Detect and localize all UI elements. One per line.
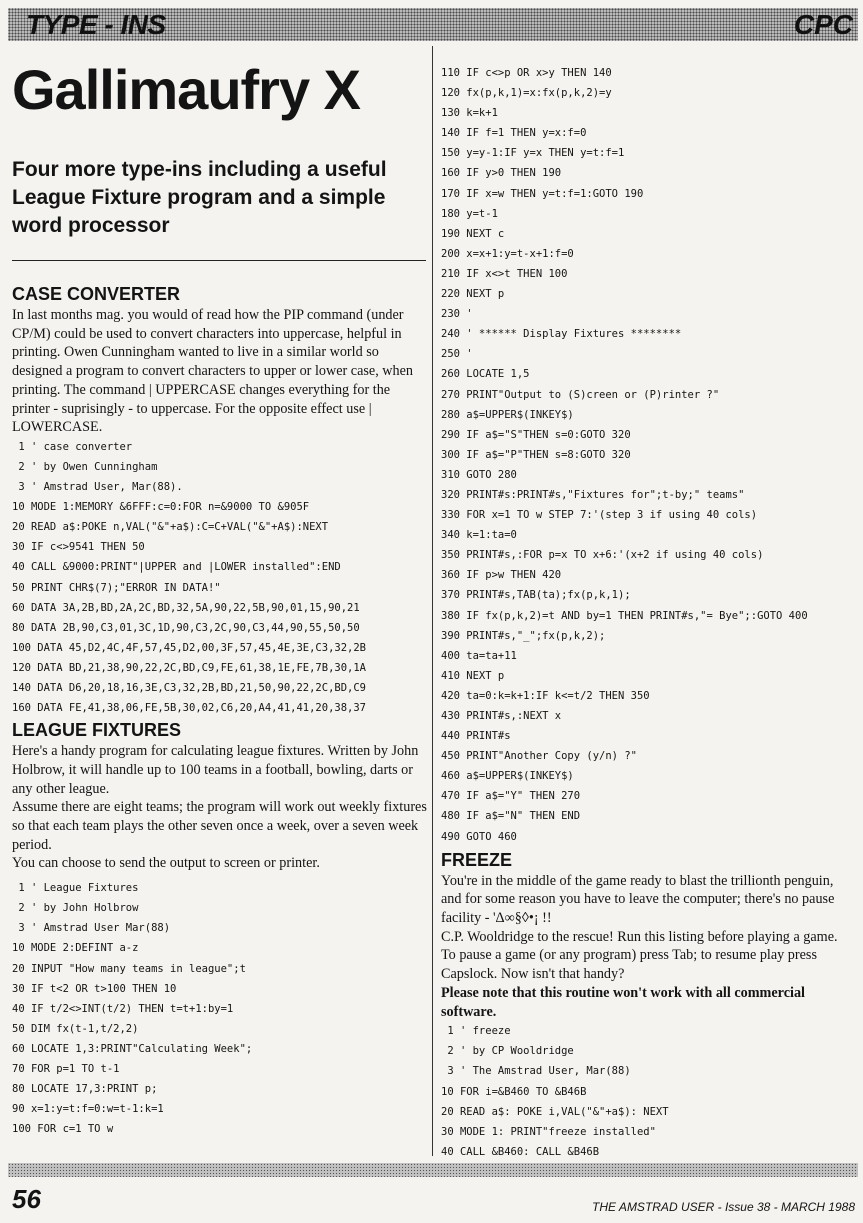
league-fixtures-para-3: You can choose to send the output to screen or printer. [12,855,320,872]
code-line: 100 FOR c=1 TO w [12,1123,114,1136]
code-line: 40 CALL &B460: CALL &B46B [441,1145,600,1158]
code-line: 450 PRINT"Another Copy (y/n) ?" [441,750,637,763]
title-rule [12,260,426,261]
code-line: 110 IF c<>p OR x>y THEN 140 [441,67,612,79]
code-line: 340 k=1:ta=0 [441,529,517,542]
code-line: 30 MODE 1: PRINT"freeze installed" [441,1125,656,1138]
code-line: 160 IF y>0 THEN 190 [441,167,562,180]
code-line: 80 LOCATE 17,3:PRINT p; [12,1083,158,1096]
column-divider [432,46,433,1156]
left-column [12,282,430,1139]
code-line: 430 PRINT#s,:NEXT x [441,710,562,722]
code-line: 80 DATA 2B,90,C3,01,3C,1D,90,C3,2C,90,C3,44,90,55,50,50 [12,621,360,634]
code-line: 10 MODE 2:DEFINT a-z [12,942,139,955]
code-line: 370 PRINT#s,TAB(ta);fx(p,k,1); [441,589,631,602]
code-line: 490 GOTO 460 [441,830,517,843]
code-line: 420 ta=0:k=k+1:IF k<=t/2 THEN 350 [441,689,650,702]
code-line: 150 y=y-1:IF y=x THEN y=t:f=1 [441,147,625,160]
code-line: 260 LOCATE 1,5 [441,368,530,381]
code-line: 20 READ a$: POKE i,VAL("&"+a$): NEXT [441,1105,669,1118]
freeze-heading: FREEZE [441,849,513,870]
code-line: 480 IF a$="N" THEN END [441,810,581,823]
code-line: 3 ' Amstrad User, Mar(88). [12,481,183,494]
code-line: 90 x=1:y=t:f=0:w=t-1:k=1 [12,1103,164,1116]
code-line: 210 IF x<>t THEN 100 [441,267,568,280]
league-fixtures-heading: LEAGUE FIXTURES [12,720,182,741]
freeze-para-2: C.P. Wooldridge to the rescue! Run this listing before playing a game. To pause a game (or any program) press Tab; to resume play press Capslock. Now isn't that handy? [441,928,838,983]
code-line: 250 ' [441,348,473,361]
code-line: 2 ' by Owen Cunningham [12,461,158,474]
article-subtitle: Four more type-ins including a useful League Fixture program and a simple word processor [12,158,387,237]
code-line: 380 IF fx(p,k,2)=t AND by=1 THEN PRINT#s,"= Bye";:GOTO 400 [441,609,808,622]
code-line: 60 LOCATE 1,3:PRINT"Calculating Week"; [12,1042,253,1055]
freeze-note: Please note that this routine won't work with all commercial software. [441,984,805,1020]
freeze-para-1: You're in the middle of the game ready to blast the trillionth penguin, and for some reason you have to leave the computer; there's no pause facility - 'Δ∞§◊•¡ !! [441,872,835,927]
code-line: 320 PRINT#s:PRINT#s,"Fixtures for";t-by;" teams" [441,488,745,501]
code-line: 3 ' Amstrad User Mar(88) [12,922,171,935]
league-fixtures-code-right [441,63,855,847]
platform-label: CPC [793,9,853,40]
code-line: 130 k=k+1 [441,107,498,120]
code-line: 3 ' The Amstrad User, Mar(88) [441,1065,631,1078]
code-line: 360 IF p>w THEN 420 [441,569,562,582]
code-line: 290 IF a$="S"THEN s=0:GOTO 320 [441,428,631,441]
league-fixtures-para-1: Here's a handy program for calculating league fixtures. Written by John Holbrow, it will handle up to 100 teams in a football, bowling, darts or any other league. [12,743,419,797]
case-converter-body: In last months mag. you would of read how the PIP command (under CP/M) could be used to convert characters into uppercase, helpful in printing. Owen Cunningham wanted to live in a similar world so designed a program to convert characters to upper or lower case, when printing. The command | UPPERCASE changes everything for the printer - suprisingly - to uppercase. For the opposite effect use | LOWERCASE. [12,307,414,436]
code-line: 1 ' freeze [441,1025,511,1038]
code-line: 40 IF t/2<>INT(t/2) THEN t=t+1:by=1 [12,1002,234,1015]
code-line: 120 fx(p,k,1)=x:fx(p,k,2)=y [441,87,612,100]
freeze-code [441,1021,855,1162]
code-line: 230 ' [441,308,473,321]
league-fixtures-code-left [12,878,430,1139]
code-line: 2 ' by John Holbrow [12,902,139,915]
code-line: 140 DATA D6,20,18,16,3E,C3,32,2B,BD,21,50,90,22,2C,BD,C9 [12,682,367,695]
code-line: 350 PRINT#s,:FOR p=x TO x+6:'(x+2 if using 40 cols) [441,549,764,562]
code-line: 200 x=x+1:y=t-x+1:f=0 [441,247,574,260]
section-label: TYPE - INS [26,9,166,40]
code-line: 470 IF a$="Y" THEN 270 [441,790,581,803]
code-line: 180 y=t-1 [441,207,498,220]
code-line: 460 a$=UPPER$(INKEY$) [441,770,574,783]
code-line: 280 a$=UPPER$(INKEY$) [441,408,574,421]
case-converter-heading: CASE CONVERTER [12,284,181,304]
code-line: 270 PRINT"Output to (S)creen or (P)rinter ?" [441,388,720,401]
code-line: 120 DATA BD,21,38,90,22,2C,BD,C9,FE,61,38,1E,FE,7B,30,1A [12,661,367,674]
page-number: 56 [12,1184,41,1214]
code-line: 20 READ a$:POKE n,VAL("&"+a$):C=C+VAL("&"+A$):NEXT [12,521,329,534]
code-line: 330 FOR x=1 TO w STEP 7:'(step 3 if using 40 cols) [441,509,758,522]
right-column [441,63,855,1162]
code-line: 100 DATA 45,D2,4C,4F,57,45,D2,00,3F,57,45,4E,3E,C3,32,2B [12,641,367,654]
code-line: 60 DATA 3A,2B,BD,2A,2C,BD,32,5A,90,22,5B,90,01,15,90,21 [12,601,360,614]
code-line: 50 DIM fx(t-1,t/2,2) [12,1022,139,1035]
code-line: 20 INPUT "How many teams in league";t [12,962,246,975]
code-line: 10 MODE 1:MEMORY &6FFF:c=0:FOR n=&9000 TO &905F [12,501,310,514]
code-line: 220 NEXT p [441,288,505,301]
code-line: 50 PRINT CHR$(7);"ERROR IN DATA!" [12,581,221,594]
code-line: 410 NEXT p [441,669,505,682]
code-line: 140 IF f=1 THEN y=x:f=0 [441,127,587,140]
code-line: 170 IF x=w THEN y=t:f=1:GOTO 190 [441,187,644,200]
code-line: 440 PRINT#s [441,730,511,743]
code-line: 310 GOTO 280 [441,468,517,481]
code-line: 40 CALL &9000:PRINT"|UPPER and |LOWER installed":END [12,561,341,574]
code-line: 1 ' case converter [12,440,133,453]
league-fixtures-para-2: Assume there are eight teams; the program will work out weekly fixtures so that each team plays the other seven once a week, over a seven week period. [12,799,427,853]
case-converter-code [12,437,430,718]
article-title: Gallimaufry X [12,58,361,121]
code-line: 190 NEXT c [441,227,505,240]
code-line: 400 ta=ta+11 [441,649,517,662]
code-line: 1 ' League Fixtures [12,882,139,895]
footer-bar [8,1163,858,1177]
code-line: 30 IF c<>9541 THEN 50 [12,541,145,554]
code-line: 240 ' ****** Display Fixtures ******** [441,328,682,341]
code-line: 300 IF a$="P"THEN s=8:GOTO 320 [441,448,631,461]
code-line: 390 PRINT#s,"_";fx(p,k,2); [441,629,606,642]
publication-footer: THE AMSTRAD USER - Issue 38 - MARCH 1988 [592,1200,855,1214]
code-line: 160 DATA FE,41,38,06,FE,5B,30,02,C6,20,A4,41,41,20,38,37 [12,702,367,715]
code-line: 70 FOR p=1 TO t-1 [12,1063,120,1075]
code-line: 2 ' by CP Wooldridge [441,1045,574,1058]
code-line: 10 FOR i=&B460 TO &B46B [441,1085,587,1098]
code-line: 30 IF t<2 OR t>100 THEN 10 [12,982,177,995]
